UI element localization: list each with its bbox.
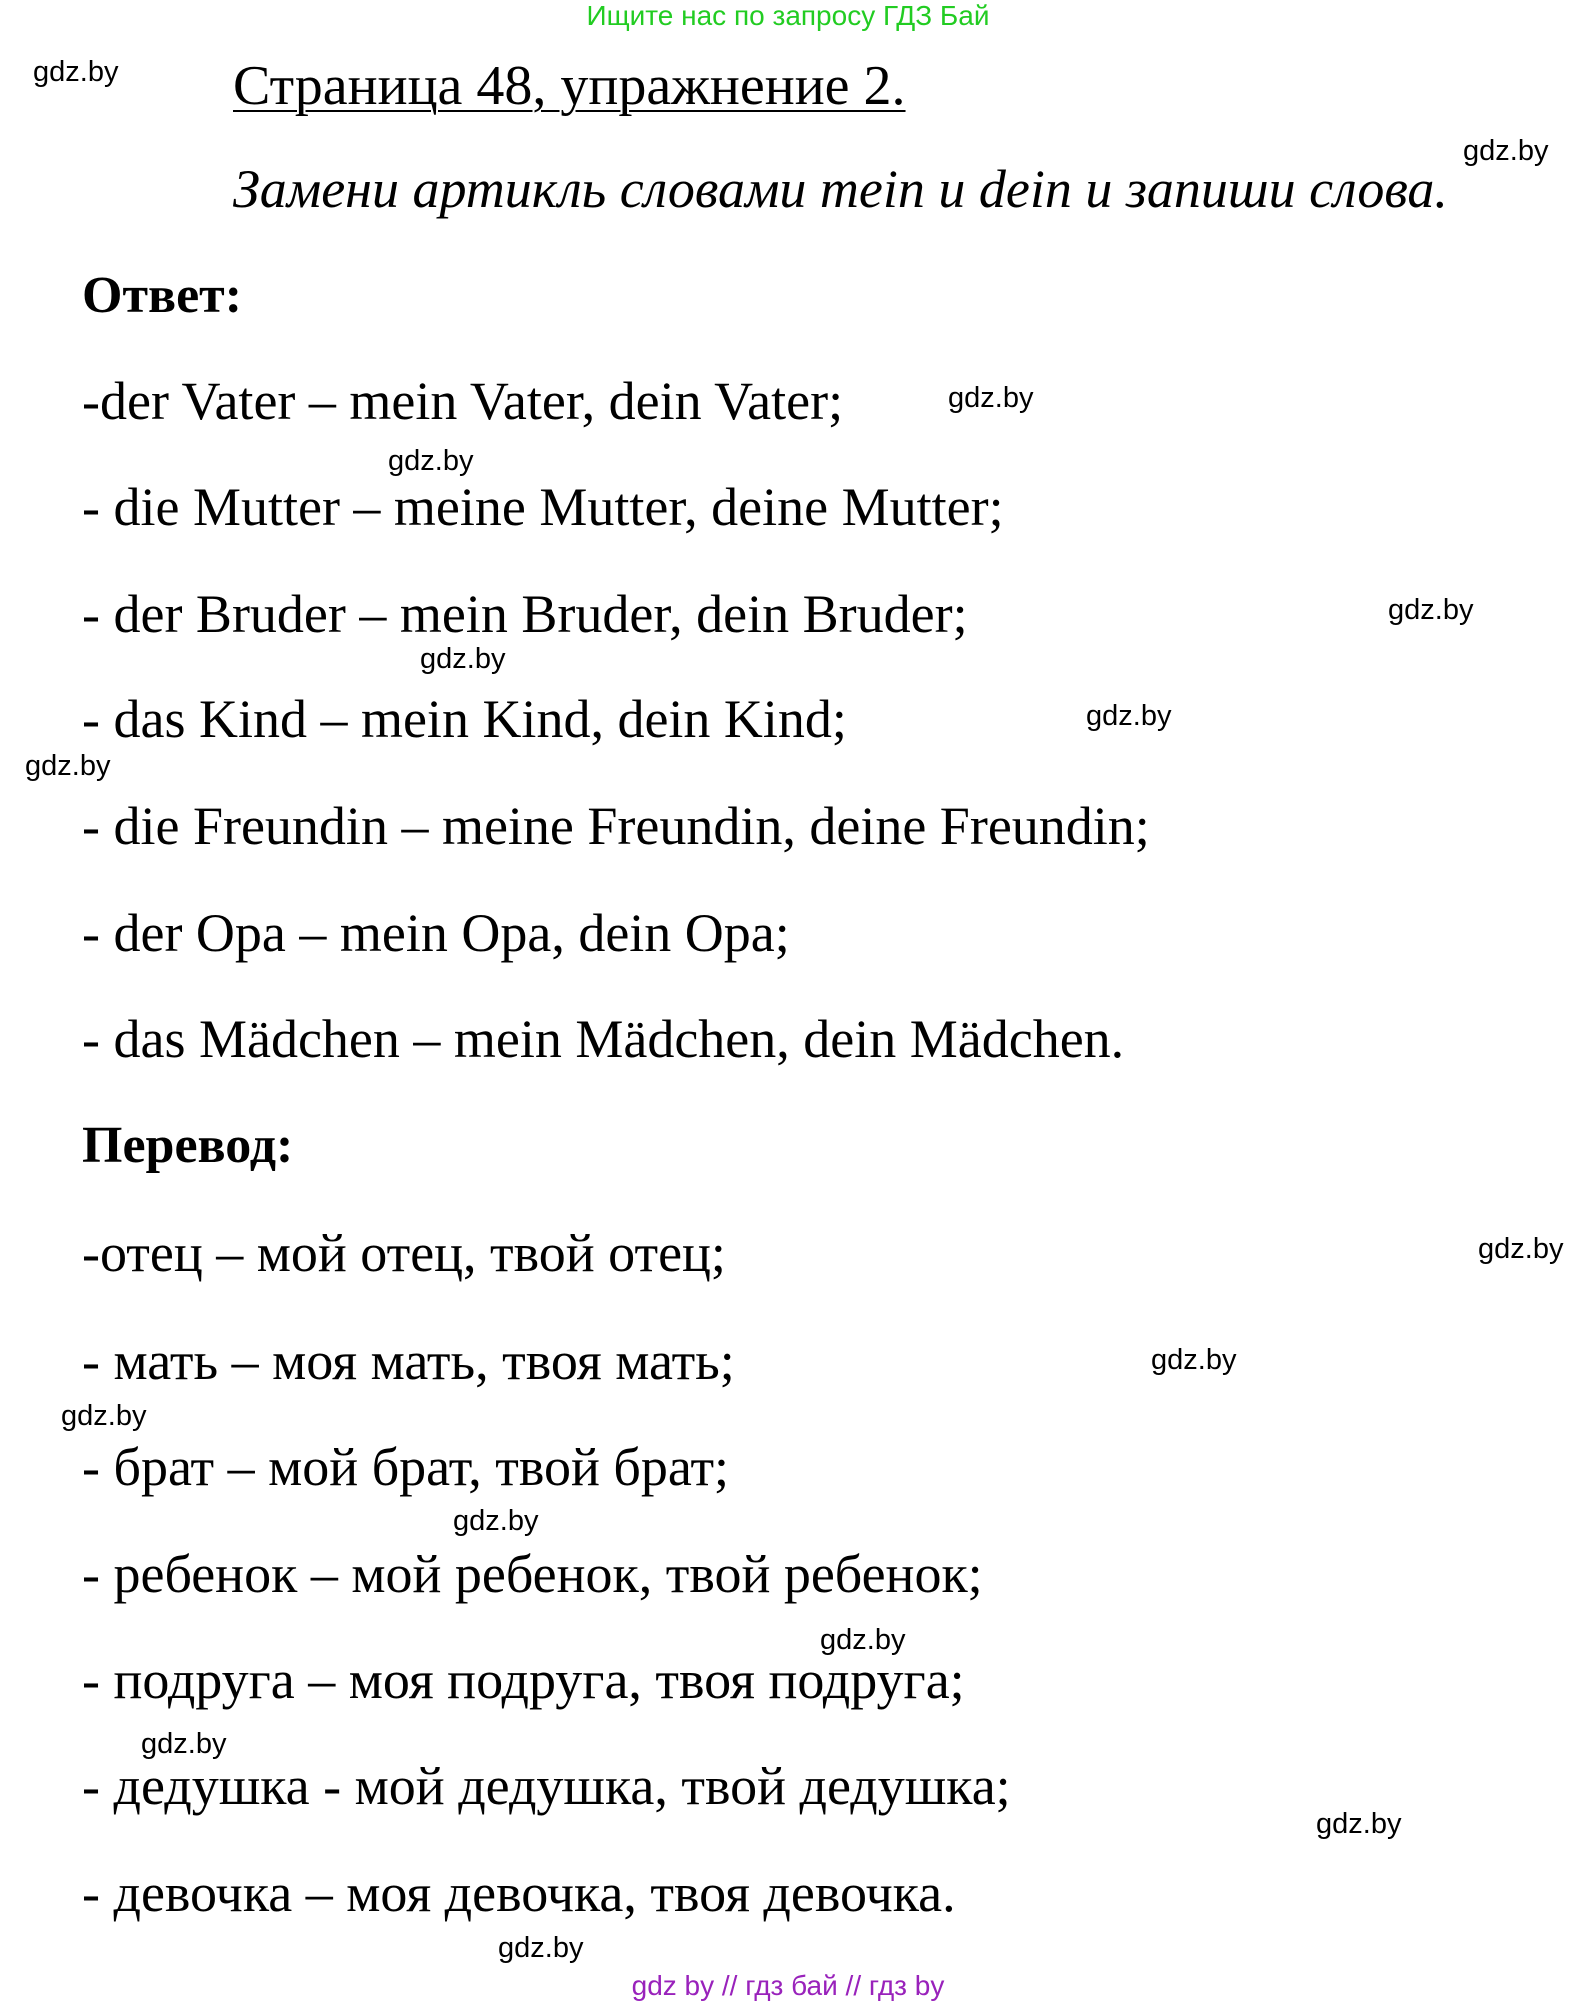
top-banner[interactable]: Ищите нас по запросу ГДЗ Бай	[586, 0, 990, 31]
translation-line: - подруга – моя подруга, твоя подруга;	[82, 1650, 965, 1710]
watermark: gdz.by	[1388, 594, 1474, 626]
translation-line: - дедушка - мой дедушка, твой дедушка;	[82, 1756, 1011, 1816]
answer-line: - das Mädchen – mein Mädchen, dein Mädchen.	[82, 1009, 1125, 1069]
answer-line: - das Kind – mein Kind, dein Kind;	[82, 689, 847, 749]
watermark: gdz.by	[388, 445, 474, 477]
translation-line: - брат – мой брат, твой брат;	[82, 1437, 730, 1497]
watermark: gdz.by	[1151, 1344, 1237, 1376]
watermark: gdz.by	[820, 1624, 906, 1656]
answer-title: Ответ:	[82, 267, 243, 324]
watermark: gdz.by	[1463, 135, 1549, 167]
translation-line: - девочка – моя девочка, твоя девочка.	[82, 1863, 956, 1923]
answer-line: - die Freundin – meine Freundin, deine Freundin;	[82, 796, 1150, 856]
answer-line: -der Vater – mein Vater, dein Vater;	[82, 371, 844, 431]
watermark: gdz.by	[61, 1400, 147, 1432]
watermark: gdz.by	[141, 1728, 227, 1760]
translation-line: - ребенок – мой ребенок, твой ребенок;	[82, 1544, 983, 1604]
answer-line: - der Bruder – mein Bruder, dein Bruder;	[82, 584, 968, 644]
watermark: gdz.by	[33, 56, 119, 88]
answer-line: - die Mutter – meine Mutter, deine Mutter;	[82, 477, 1004, 537]
watermark: gdz.by	[1086, 700, 1172, 732]
page-title: Страница 48, упражнение 2.	[233, 55, 906, 117]
watermark: gdz.by	[1478, 1233, 1564, 1265]
watermark: gdz.by	[25, 750, 111, 782]
watermark: gdz.by	[453, 1505, 539, 1537]
watermark: gdz.by	[420, 643, 506, 675]
watermark: gdz.by	[498, 1932, 584, 1964]
answer-line: - der Opa – mein Opa, dein Opa;	[82, 903, 790, 963]
watermark: gdz.by	[948, 382, 1034, 414]
task-text: Замени артикль словами mein и dein и запиши слова.	[233, 159, 1448, 219]
footer-links[interactable]: gdz by // гдз бай // гдз by	[631, 1970, 945, 2001]
watermark: gdz.by	[1316, 1808, 1402, 1840]
translation-line: - мать – моя мать, твоя мать;	[82, 1331, 735, 1391]
translation-title: Перевод:	[82, 1117, 294, 1174]
translation-line: -отец – мой отец, твой отец;	[82, 1223, 726, 1283]
